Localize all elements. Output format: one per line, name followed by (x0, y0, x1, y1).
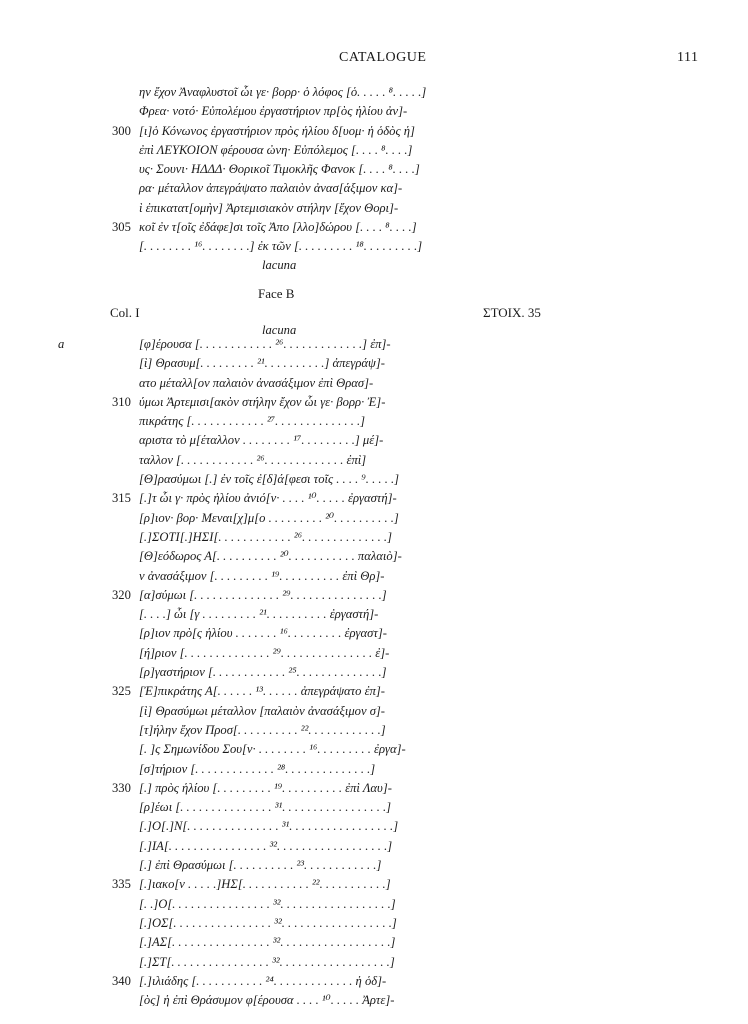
stoichedon-label: ΣΤΟΙΧ. 35 (483, 305, 541, 320)
text-line (0, 412, 748, 431)
greek-text: [.]ΟΣ[. . . . . . . . . . . . . . . . ³². . . . . . . . . . . . . . . . . .] (139, 915, 397, 930)
greek-text: ρα· μέταλλον ἀπεγράψατο παλαιὸν ἀνασ[άξιμον κα]- (139, 181, 403, 196)
text-line (0, 509, 748, 528)
text-line (0, 567, 748, 586)
greek-text: [. ]ς Σημωνίδου Σου[ν· . . . . . . . . ¹⁶. . . . . . . . . ἐργα]- (139, 742, 406, 757)
text-line (0, 102, 748, 121)
text-line (0, 624, 748, 643)
greek-text: [α]σύμωι [. . . . . . . . . . . . . . ²⁹. . . . . . . . . . . . . . .] (139, 587, 387, 602)
text-line (0, 914, 748, 933)
greek-text: [Θ]ρασύμωι [.] ἐν τοῖς ἐ[δ]ά[φεσι τοῖς . . . . ⁹. . . . .] (139, 472, 400, 487)
greek-text: ἐπὶ ΛΕΥΚΟΙΟΝ φέρουσα ὠνη· Εὐπόλεμος [. . . . ⁸. . . .] (139, 142, 413, 157)
text-line (0, 605, 748, 624)
greek-text: [ὶ] Θρασυμ[. . . . . . . . . ²¹. . . . . . . . . .] ἀπεγράψ]- (139, 356, 385, 371)
greek-text: ύμωι Ἀρτεμισι[ακὸν στήλην ἔχον ὧι γε· βορρ· Ἐ]- (139, 394, 386, 409)
text-line (0, 451, 748, 470)
greek-text: πικράτης [. . . . . . . . . . . . ²⁷. . . . . . . . . . . . . .] (139, 414, 366, 429)
greek-text: υς· Σουνι· ΗΔΔΔ· Θορικοῖ Τιμοκλῆς Φανοκ [. . . . ⁸. . . .] (139, 162, 420, 177)
line-number: 340 (112, 973, 131, 988)
line-number: 315 (112, 491, 131, 506)
text-line (0, 682, 748, 701)
line-number: 300 (112, 123, 131, 138)
text-line (0, 837, 748, 856)
text-line (0, 586, 748, 605)
text-line (0, 489, 748, 508)
greek-text: ατο μέταλλ[ον παλαιὸν ἀνασάξιμον ἐπὶ Θρασ]- (139, 375, 374, 390)
text-line (0, 663, 748, 682)
text-line (0, 393, 748, 412)
line-number: 330 (112, 780, 131, 795)
text-line (0, 83, 748, 102)
text-line (0, 856, 748, 875)
marker-a: a (58, 337, 65, 351)
greek-text: [.]Ο[.]Ν[. . . . . . . . . . . . . . . ³¹. . . . . . . . . . . . . . . . .] (139, 819, 399, 834)
greek-text: [.]ΑΣ[. . . . . . . . . . . . . . . . ³². . . . . . . . . . . . . . . . . .] (139, 935, 396, 950)
greek-text: [ρ]ιον· βορ· Μεναι[χ]μ[ο . . . . . . . . . ²⁰. . . . . . . . . .] (139, 510, 399, 525)
text-line (0, 972, 748, 991)
greek-text: κοῖ ἐν τ[οῖς ἐδάφε]σι τοῖς Ἀπο [λλο]δώρου [. . . . ⁸. . . .] (139, 220, 417, 235)
text-line (0, 740, 748, 759)
greek-text: [ρ]έωι [. . . . . . . . . . . . . . . ³¹. . . . . . . . . . . . . . . . .] (139, 800, 392, 815)
greek-text: ν ἀνασάξιμον [. . . . . . . . . ¹⁹. . . . . . . . . . ἐπὶ Θρ]- (139, 568, 385, 583)
text-line (0, 547, 748, 566)
line-number: 335 (112, 877, 131, 892)
greek-text: [τ]ήλην ἔχον Προσ[. . . . . . . . . . ²². . . . . . . . . . . .] (139, 722, 386, 737)
text-line (0, 160, 748, 179)
text-line (0, 991, 748, 1010)
text-line (0, 895, 748, 914)
greek-text: [.]ΣΟΤΙ[.]ΗΣΙ[. . . . . . . . . . . . ²⁶. . . . . . . . . . . . . .] (139, 529, 392, 544)
greek-text: [. .]Ο[. . . . . . . . . . . . . . . . ³². . . . . . . . . . . . . . . . . .] (139, 896, 396, 911)
text-line (0, 779, 748, 798)
greek-text: Φρεα· νοτό· Εὐπολέμου ἐργαστήριον πρ[ὸς ἡλίου ἀν]- (139, 104, 408, 119)
greek-text: [ὸς] ἡ ἐπὶ Θράσυμον φ[έρουσα . . . . ¹⁰. . . . . Ἀρτε]- (139, 993, 395, 1008)
text-line (0, 702, 748, 721)
line-number: 320 (112, 587, 131, 602)
text-line (0, 179, 748, 198)
text-line (0, 721, 748, 740)
column-label: Col. I (110, 305, 140, 320)
lacuna-label-a: lacuna (262, 258, 297, 272)
face-b-text-block (0, 335, 748, 1010)
greek-text: [σ]τήριον [. . . . . . . . . . . . . ²⁸. . . . . . . . . . . . . .] (139, 761, 376, 776)
text-line (0, 141, 748, 160)
greek-text: [.]τ ὧι γ· πρὸς ἡλίου ἀνιό[ν· . . . . ¹⁰. . . . . ἐργαστή]- (139, 491, 397, 506)
greek-text: [ι]ὁ Κόνωνος ἐργαστήριον πρὸς ἡλίου δ[υομ· ἡ ὁδὸς ἡ] (139, 123, 415, 138)
text-line (0, 122, 748, 141)
face-a-text-block (0, 83, 748, 257)
page-number: 111 (677, 50, 699, 65)
greek-text: [.] πρὸς ἡλίου [. . . . . . . . . ¹⁹. . . . . . . . . . ἐπὶ Λαυ]- (139, 780, 392, 795)
greek-text: [Θ]εόδωρος Α[. . . . . . . . . . ²⁰. . . . . . . . . . . παλαιὸ]- (139, 549, 402, 564)
text-line (0, 933, 748, 952)
text-line (0, 218, 748, 237)
text-line (0, 470, 748, 489)
text-line (0, 953, 748, 972)
greek-text: ταλλον [. . . . . . . . . . . . ²⁶. . . . . . . . . . . . . ἐπὶ] (139, 452, 367, 467)
line-number: 305 (112, 220, 131, 235)
greek-text: [φ]έρουσα [. . . . . . . . . . . . ²⁶. . . . . . . . . . . . .] ἐπ]- (139, 337, 391, 351)
text-line (0, 817, 748, 836)
text-line (0, 760, 748, 779)
running-head-title: CATALOGUE (339, 50, 427, 65)
lacuna-label-b: lacuna (262, 323, 297, 337)
text-line (0, 431, 748, 450)
greek-text: ην ἔχον Ἀναφλυστοῖ ὧι γε· βορρ· ὁ λόφος [ὁ. . . . . ⁸. . . . .] (139, 85, 427, 99)
text-line (0, 528, 748, 547)
text-line (0, 644, 748, 663)
greek-text: [ρ]γαστήριον [. . . . . . . . . . . . ²⁵. . . . . . . . . . . . . .] (139, 665, 387, 680)
greek-text: [. . . . . . . . ¹⁶. . . . . . . .] ἐκ τῶν [. . . . . . . . . ¹⁸. . . . . . . . .] (139, 239, 423, 254)
greek-text: [Ἐ]πικράτης Α[. . . . . . ¹³. . . . . . ἀπεγράψατο ἐπ]- (139, 684, 385, 699)
greek-text: ὶ ἐπικατατ[ομὴν] Ἀρτεμισιακὸν στήλην [ἔχον Θορι]- (139, 200, 399, 215)
greek-text: [. . . .] ὧι [γ . . . . . . . . . ²¹. . . . . . . . . . ἐργαστή]- (139, 607, 379, 622)
greek-text: [.] ἐπὶ Θρασύμωι [. . . . . . . . . . ²³. . . . . . . . . . . .] (139, 858, 382, 873)
greek-text: αριστα τὸ μ[έταλλον . . . . . . . . ¹⁷. . . . . . . . .] μέ]- (139, 433, 384, 448)
greek-text: [ή]ριον [. . . . . . . . . . . . . . ²⁹. . . . . . . . . . . . . . . ἐ]- (139, 645, 390, 660)
greek-text: [ρ]ιον πρὸ[ς ἡλίου . . . . . . . ¹⁶. . . . . . . . . ἐργαστ]- (139, 626, 387, 641)
greek-text: [ὶ] Θρασύμωι μέταλλον [παλαιὸν ἀνασάξιμον σ]- (139, 703, 386, 718)
greek-text: [.]ιακο[ν . . . . .]ΗΣ[. . . . . . . . . . . ²². . . . . . . . . . .] (139, 877, 391, 892)
text-line (0, 199, 748, 218)
text-line (0, 374, 748, 393)
text-line (0, 798, 748, 817)
greek-text: [.]ΣΤ[. . . . . . . . . . . . . . . . ³². . . . . . . . . . . . . . . . . .] (139, 954, 395, 969)
text-line (0, 875, 748, 894)
text-line (0, 335, 748, 354)
line-number: 325 (112, 684, 131, 699)
line-number: 310 (112, 394, 131, 409)
text-line (0, 237, 748, 256)
greek-text: [.]ΙΑ[. . . . . . . . . . . . . . . . ³². . . . . . . . . . . . . . . . . .] (139, 838, 393, 853)
face-b-title: Face B (258, 286, 295, 301)
greek-text: [.]ιλιάδης [. . . . . . . . . . . ²⁴. . . . . . . . . . . . . ἡ ὁδ]- (139, 973, 387, 988)
text-line (0, 354, 748, 373)
